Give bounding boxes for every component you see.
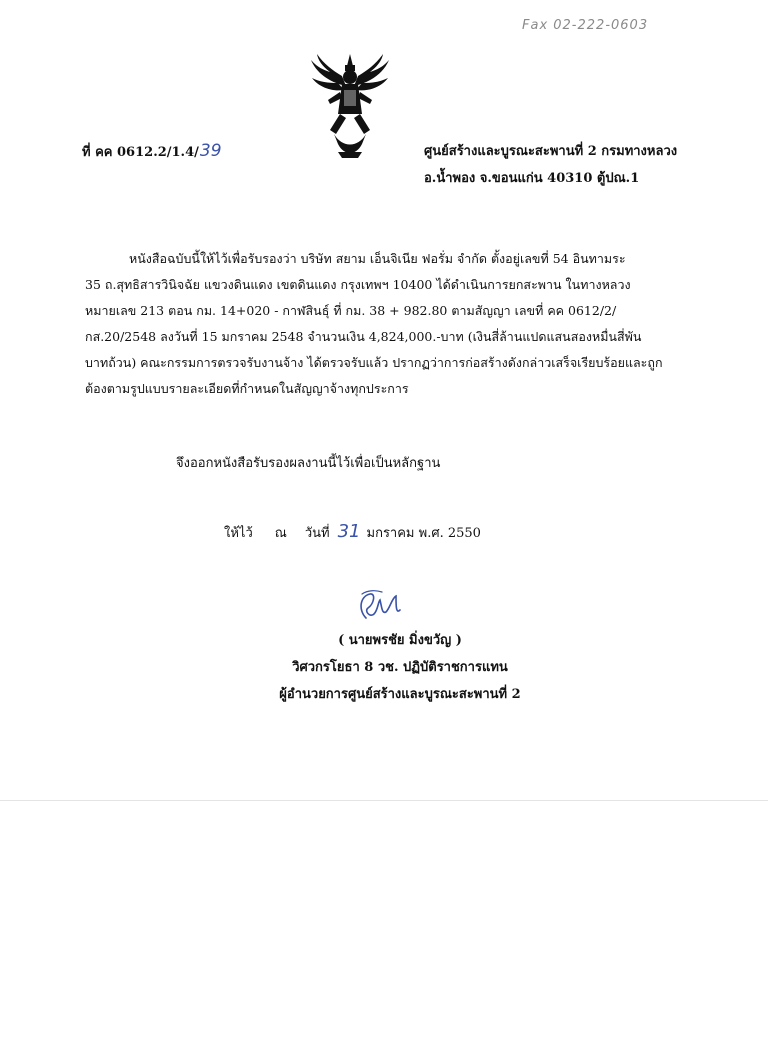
signatory-name: ( นายพรชัย มิ่งขวัญ ) bbox=[338, 633, 462, 648]
office-address bbox=[424, 138, 677, 192]
body-paragraph bbox=[85, 246, 685, 402]
date-line bbox=[224, 521, 481, 543]
date-at-label: ณ bbox=[274, 526, 287, 541]
office-location: อ.น้ำพอง จ.ขอนแก่น 40310 ตู้ปณ.1 bbox=[424, 171, 640, 186]
date-day-handwritten: 31 bbox=[337, 521, 361, 542]
certification-statement: จึงออกหนังสือรับรองผลงานนี้ไว้เพื่อเป็นหลักฐาน bbox=[176, 456, 441, 471]
scan-edge-divider bbox=[0, 800, 768, 801]
body-line: ต้องตามรูปแบบรายละเอียดที่กำหนดในสัญญาจ้างทุกประการ bbox=[85, 381, 409, 396]
handwritten-signature-icon bbox=[352, 588, 412, 628]
date-given-label: ให้ไว้ bbox=[224, 526, 253, 541]
signatory-position: วิศวกรโยธา 8 วช. ปฏิบัติราชการแทน bbox=[292, 660, 508, 675]
date-month-year: มกราคม พ.ศ. 2550 bbox=[366, 526, 481, 541]
garuda-emblem-icon bbox=[308, 52, 392, 160]
date-day-label: วันที่ bbox=[304, 526, 330, 541]
body-line: หมายเลข 213 ตอน กม. 14+020 - กาฬสินธุ์ ที่ กม. 38 + 982.80 ตามสัญญา เลขที่ คค 0612/2/ bbox=[85, 303, 617, 318]
letter-body bbox=[85, 246, 685, 402]
fax-number-note: Fax 02-222-0603 bbox=[522, 18, 649, 33]
signatory-block bbox=[230, 627, 570, 708]
body-line: 35 ถ.สุทธิสารวินิจฉัย แขวงดินแดง เขตดินแดง กรุงเทพฯ 10400 ได้ดำเนินการยกสะพาน ในทางหลวง bbox=[85, 277, 631, 292]
reference-number bbox=[82, 141, 222, 162]
body-line: หนังสือฉบับนี้ให้ไว้เพื่อรับรองว่า บริษัท สยาม เอ็นจิเนีย ฟอรั่ม จำกัด ตั้งอยู่เลขที่ 54 อินทามระ bbox=[129, 251, 626, 266]
body-line: บาทถ้วน) คณะกรรมการตรวจรับงานจ้าง ได้ตรวจรับแล้ว ปรากฏว่าการก่อสร้างดังกล่าวเสร็จเรียบร้อยและถูก bbox=[85, 355, 663, 370]
reference-handwritten-number: 39 bbox=[199, 141, 222, 161]
body-line: กส.20/2548 ลงวันที่ 15 มกราคม 2548 จำนวนเงิน 4,824,000.-บาท (เงินสี่ล้านแปดแสนสองหมื่นสี่พัน bbox=[85, 329, 642, 344]
office-name: ศูนย์สร้างและบูรณะสะพานที่ 2 กรมทางหลวง bbox=[424, 144, 678, 159]
reference-prefix: ที่ คค 0612.2/1.4/ bbox=[82, 145, 199, 160]
signatory-title: ผู้อำนวยการศูนย์สร้างและบูรณะสะพานที่ 2 bbox=[279, 687, 521, 702]
